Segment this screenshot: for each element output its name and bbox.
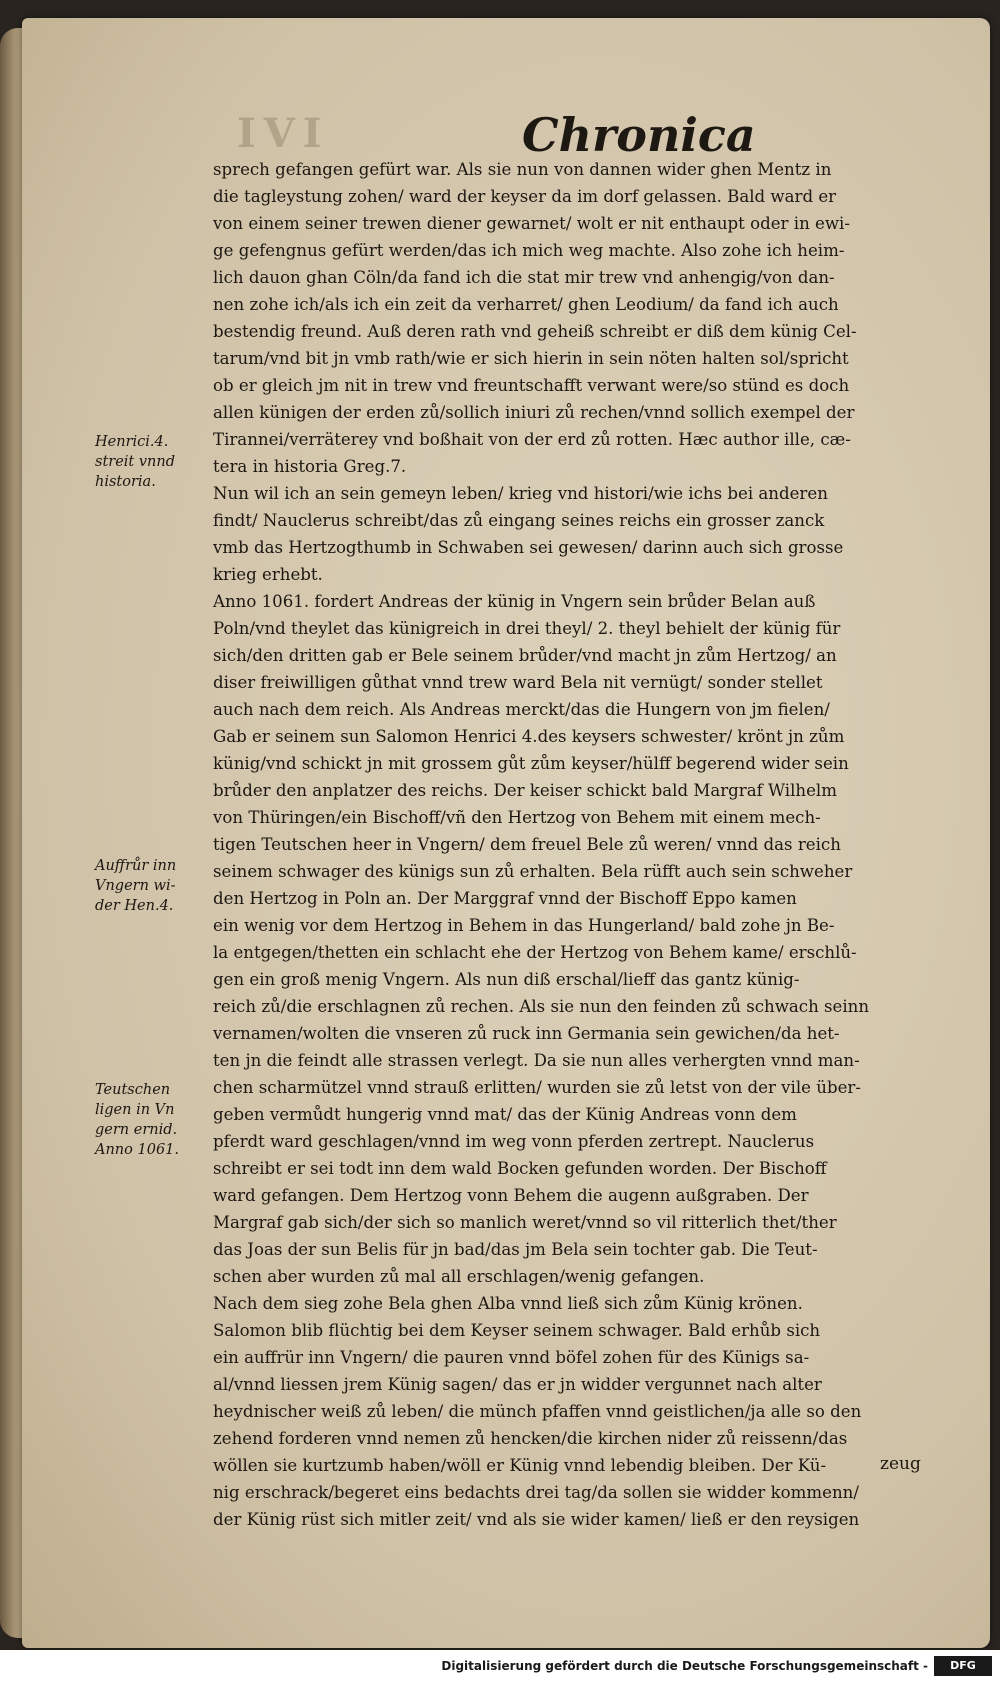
- text-line: Salomon blib flüchtig bei dem Keyser seinem schwager. Bald erhůb sich: [213, 1321, 821, 1340]
- text-line: allen künigen der erden zů/sollich iniuri zů rechen/vnnd sollich exempel der: [213, 403, 855, 422]
- text-line: von einem seiner trewen diener gewarnet/ wolt er nit enthaupt oder in ewi-: [213, 214, 850, 233]
- text-line: tarum/vnd bit jn vmb rath/wie er sich hierin in sein nöten halten sol/spricht: [213, 349, 849, 368]
- text-line: brůder den anplatzer des reichs. Der keiser schickt bald Margraf Wilhelm: [213, 781, 837, 800]
- text-line: tigen Teutschen heer in Vngern/ dem freuel Bele zů weren/ vnnd das reich: [213, 835, 841, 854]
- text-line: auch nach dem reich. Als Andreas merckt/das die Hungern von jm fielen/: [213, 700, 830, 719]
- catchword: zeug: [880, 1454, 921, 1474]
- text-line: tera in historia Greg.7.: [213, 457, 407, 476]
- text-line: die tagleystung zohen/ ward der keyser da im dorf gelassen. Bald ward er: [213, 187, 837, 206]
- text-line: la entgegen/thetten ein schlacht ehe der Hertzog von Behem kame/ erschlů-: [213, 943, 857, 962]
- text-line: das Joas der sun Belis für jn bad/das jm Bela sein tochter gab. Die Teut-: [213, 1240, 818, 1259]
- text-line: geben vermůdt hungerig vnnd mat/ das der Künig Andreas vonn dem: [213, 1105, 797, 1124]
- text-line: diser freiwilligen gůthat vnnd trew ward Bela nit vernügt/ sonder stellet: [213, 673, 823, 692]
- text-line: künig/vnd schickt jn mit grossem gůt zům keyser/hülff begerend wider sein: [213, 754, 849, 773]
- margin-note-henrici: [95, 432, 205, 492]
- text-line: der Künig rüst sich mitler zeit/ vnd als sie wider kamen/ ließ er den reysigen: [213, 1510, 860, 1529]
- margin-note-line: Vngern wi-: [95, 878, 176, 894]
- text-line: Nach dem sieg zohe Bela ghen Alba vnnd ließ sich zům Künig krönen.: [213, 1294, 803, 1313]
- text-line: vernamen/wolten die vnseren zů ruck inn Germania sein gewichen/da het-: [213, 1024, 840, 1043]
- margin-note-line: Auffrůr inn: [95, 858, 177, 874]
- text-line: ward gefangen. Dem Hertzog vonn Behem die augenn außgraben. Der: [213, 1186, 809, 1205]
- margin-note-line: Anno 1061.: [95, 1142, 179, 1158]
- margin-note-line: ligen in Vn: [95, 1102, 175, 1118]
- bleed-through-heading: IVI: [237, 110, 330, 157]
- text-line: Anno 1061. fordert Andreas der künig in Vngern sein brůder Belan auß: [213, 592, 816, 611]
- text-line: Poln/vnd theylet das künigreich in drei theyl/ 2. theyl behielt der künig für: [213, 619, 841, 638]
- text-line: bestendig freund. Auß deren rath vnd geheiß schreibt er diß dem künig Cel-: [213, 322, 857, 341]
- text-line: schen aber wurden zů mal all erschlagen/wenig gefangen.: [213, 1267, 705, 1286]
- text-line: nig erschrack/begeret eins bedachts drei tag/da sollen sie widder kommenn/: [213, 1483, 859, 1502]
- text-line: Tirannei/verräterey vnd boßhait von der erd zů rotten. Hæc author ille, cæ-: [213, 430, 851, 449]
- text-line: findt/ Nauclerus schreibt/das zů eingang seines reichs ein grosser zanck: [213, 511, 825, 530]
- text-line: reich zů/die erschlagnen zů rechen. Als sie nun den feinden zů schwach seinn: [213, 997, 870, 1016]
- text-line: seinem schwager des künigs sun zů erhalten. Bela rüfft auch sein schweher: [213, 862, 853, 881]
- text-line: ten jn die feindt alle strassen verlegt. Da sie nun alles verhergten vnnd man-: [213, 1051, 860, 1070]
- margin-note-line: Henrici.4.: [95, 434, 169, 450]
- text-line: Nun wil ich an sein gemeyn leben/ krieg vnd histori/wie ichs bei anderen: [213, 484, 828, 503]
- text-line: von Thüringen/ein Bischoff/vñ den Hertzog von Behem mit einem mech-: [213, 808, 821, 827]
- text-line: den Hertzog in Poln an. Der Marggraf vnnd der Bischoff Eppo kamen: [213, 889, 797, 908]
- text-line: Gab er seinem sun Salomon Henrici 4.des keysers schwester/ krönt jn zům: [213, 727, 845, 746]
- text-line: schreibt er sei todt inn dem wald Bocken gefunden worden. Der Bischoff: [213, 1159, 827, 1178]
- text-line: heydnischer weiß zů leben/ die münch pfaffen vnnd geistlichen/ja alle so den: [213, 1402, 862, 1421]
- text-line: ob er gleich jm nit in trew vnd freuntschafft verwant were/so stünd es doch: [213, 376, 850, 395]
- text-line: gen ein groß menig Vngern. Als nun diß erschal/lieff das gantz künig-: [213, 970, 800, 989]
- main-text-block: [213, 156, 958, 1533]
- text-line: sprech gefangen gefürt war. Als sie nun von dannen wider ghen Mentz in: [213, 160, 832, 179]
- margin-note-line: der Hen.4.: [95, 898, 174, 914]
- text-line: wöllen sie kurtzumb haben/wöll er Künig vnnd lebendig bleiben. Der Kü-: [213, 1456, 827, 1475]
- margin-note-teutschen: [95, 1080, 205, 1160]
- text-line: chen scharmützel vnnd strauß erlitten/ wurden sie zů letst von der vile über-: [213, 1078, 861, 1097]
- margin-note-line: streit vnnd: [95, 454, 176, 470]
- footer-credit: Digitalisierung gefördert durch die Deutsche Forschungsgemeinschaft -: [441, 1659, 928, 1673]
- margin-note-line: historia.: [95, 474, 156, 490]
- text-line: lich dauon ghan Cöln/da fand ich die stat mir trew vnd anhengig/von dan-: [213, 268, 835, 287]
- text-line: nen zohe ich/als ich ein zeit da verharret/ ghen Leodium/ da fand ich auch: [213, 295, 839, 314]
- text-line: al/vnnd liessen jrem Künig sagen/ das er jn widder vergunnet nach alter: [213, 1375, 822, 1394]
- text-line: ein wenig vor dem Hertzog in Behem in das Hungerland/ bald zohe jn Be-: [213, 916, 835, 935]
- text-line: pferdt ward geschlagen/vnnd im weg vonn pferden zertrept. Nauclerus: [213, 1132, 815, 1151]
- text-line: vmb das Hertzogthumb in Schwaben sei gewesen/ darinn auch sich grosse: [213, 538, 844, 557]
- dfg-logo: DFG: [934, 1656, 992, 1676]
- footer-bar: [0, 1650, 1000, 1682]
- text-line: zehend forderen vnnd nemen zů hencken/die kirchen nider zů reissenn/das: [213, 1429, 848, 1448]
- text-line: sich/den dritten gab er Bele seinem brůder/vnd macht jn zům Hertzog/ an: [213, 646, 837, 665]
- text-line: Margraf gab sich/der sich so manlich weret/vnnd so vil ritterlich thet/ther: [213, 1213, 837, 1232]
- margin-note-line: Teutschen: [95, 1082, 171, 1098]
- text-line: ge gefengnus gefürt werden/das ich mich weg machte. Also zohe ich heim-: [213, 241, 845, 260]
- margin-note-auffrur: [95, 856, 205, 916]
- running-head: Chronica: [522, 108, 756, 162]
- text-line: krieg erhebt.: [213, 565, 323, 584]
- text-line: ein auffrür inn Vngern/ die pauren vnnd böfel zohen für des Künigs sa-: [213, 1348, 810, 1367]
- margin-note-line: gern ernid.: [95, 1122, 178, 1138]
